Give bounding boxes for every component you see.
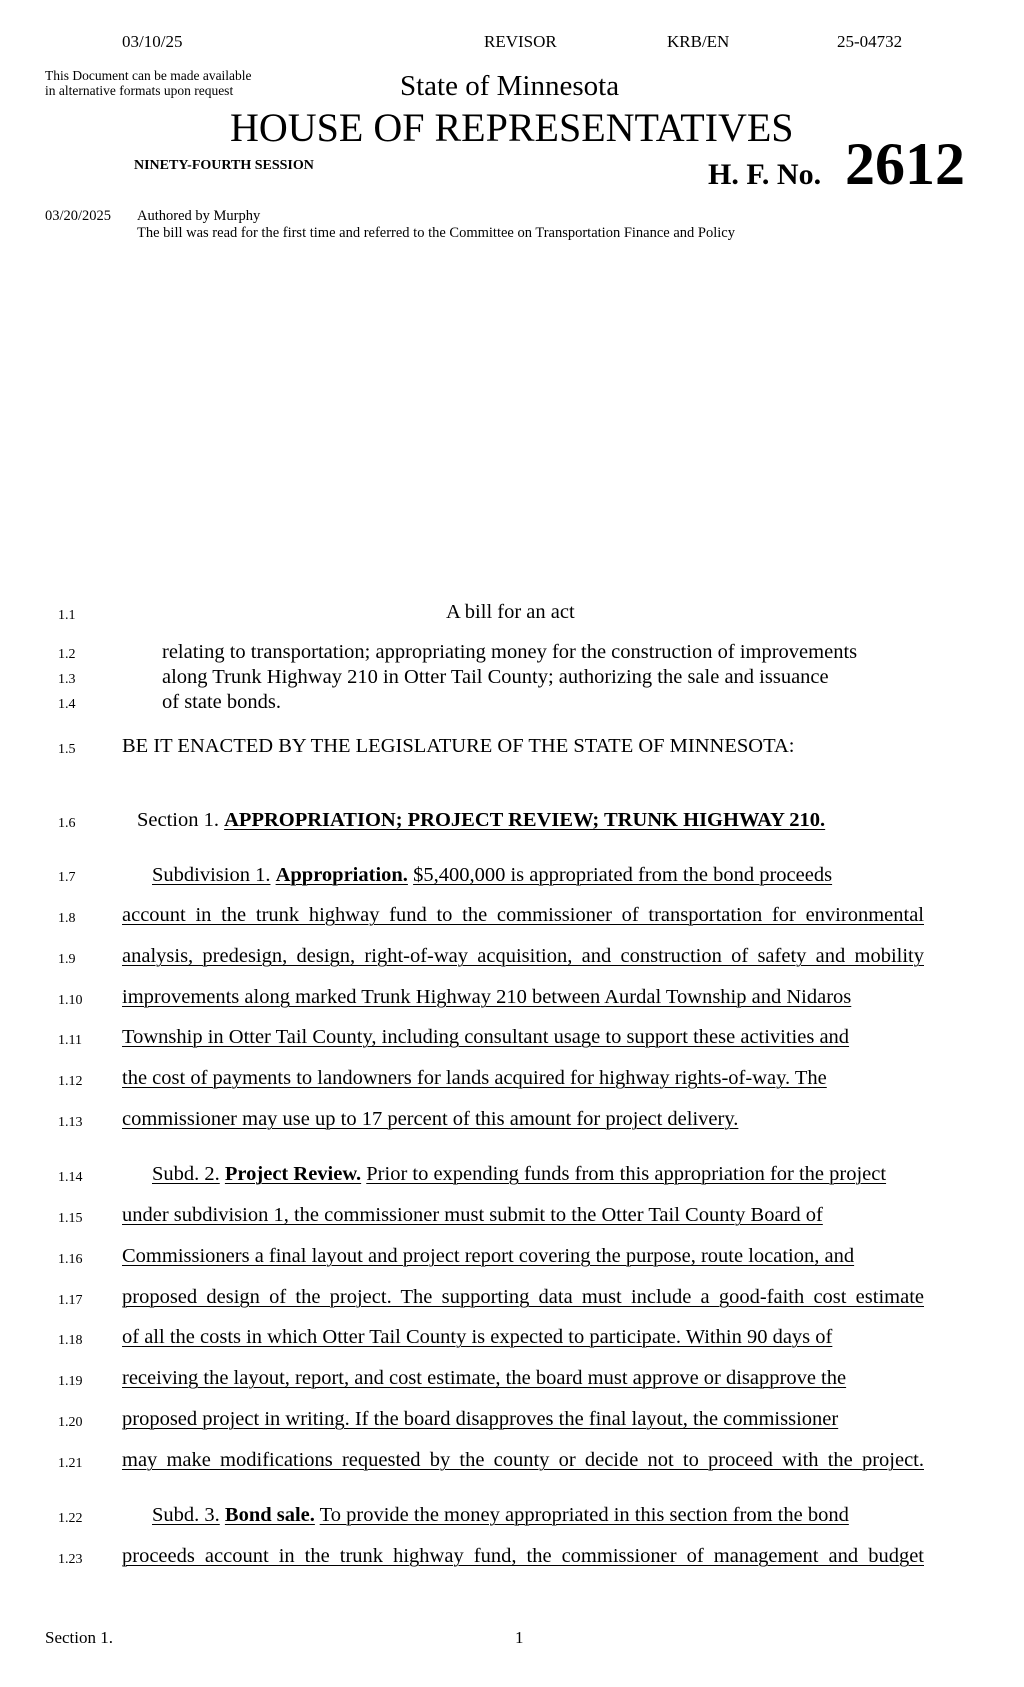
chamber-title: HOUSE OF REPRESENTATIVES: [230, 105, 794, 150]
header-office: REVISOR: [484, 32, 557, 51]
line-number: 1.20: [58, 1415, 83, 1430]
line-number: 1.16: [58, 1252, 83, 1267]
line-number: 1.23: [58, 1552, 83, 1567]
section-title: APPROPRIATION; PROJECT REVIEW; TRUNK HIGHWAY 210.: [224, 809, 826, 831]
subdivision-heading: Bond sale.: [224, 1504, 315, 1526]
header-date: 03/10/25: [122, 32, 183, 51]
body-line: commissioner may use up to 17 percent of this amount for project delivery.: [122, 1108, 739, 1130]
header-doc-number: 25-04732: [837, 32, 903, 51]
body-line: proceeds account in the trunk highway fund, the commissioner of management and budget: [122, 1545, 924, 1567]
header-initials: KRB/EN: [667, 32, 730, 51]
subdivision-heading: Project Review.: [224, 1163, 362, 1185]
line-number: 1.12: [58, 1074, 83, 1089]
body-line: may make modifications requested by the county or decide not to proceed with the project.: [122, 1449, 924, 1471]
body-line: analysis, predesign, design, right-of-way acquisition, and construction of safety and mobility: [122, 945, 924, 967]
notice-line-2: in alternative formats upon request: [45, 83, 234, 98]
line-number: 1.14: [58, 1170, 83, 1185]
hf-number: 2612: [845, 131, 965, 197]
line-number: 1.8: [58, 911, 76, 926]
line-number: 1.17: [58, 1293, 83, 1308]
body-line: the cost of payments to landowners for lands acquired for highway rights-of-way. The: [122, 1067, 827, 1089]
session-label: NINETY-FOURTH SESSION: [134, 158, 314, 173]
body-line: proposed design of the project. The supporting data must include a good-faith cost estimate: [122, 1286, 924, 1308]
footer-section: Section 1.: [45, 1628, 113, 1647]
subdivision-2-first-line: [152, 1163, 886, 1186]
section-prefix: Section 1.: [137, 809, 219, 831]
subdivision-1-first-line: [152, 864, 832, 887]
history-date: 03/20/2025: [45, 208, 112, 224]
section-heading: [137, 809, 825, 832]
subdivision-3-first-line: [152, 1504, 849, 1527]
subdivision-label: Subd. 2.: [152, 1163, 220, 1185]
line-number: 1.22: [58, 1511, 83, 1526]
body-line: proposed project in writing. If the board disapproves the final layout, the commissioner: [122, 1408, 839, 1430]
line-number: 1.11: [58, 1033, 82, 1048]
body-line: Township in Otter Tail County, including consultant usage to support these activities and: [122, 1026, 850, 1048]
state-title: State of Minnesota: [400, 70, 620, 102]
line-number: 1.21: [58, 1456, 83, 1471]
body-line: account in the trunk highway fund to the commissioner of transportation for environmental: [122, 904, 924, 926]
history-action: The bill was read for the first time and referred to the Committee on Transportation Finance and Policy: [137, 225, 735, 241]
body-line: Commissioners a final layout and project report covering the purpose, route location, and: [122, 1245, 855, 1267]
footer-page-number: 1: [515, 1628, 524, 1647]
line-number: 1.9: [58, 952, 76, 967]
line-number: 1.6: [58, 816, 76, 831]
enacting-clause: BE IT ENACTED BY THE LEGISLATURE OF THE STATE OF MINNESOTA:: [122, 735, 795, 757]
subdivision-label: Subdivision 1.: [152, 864, 271, 886]
title-line: of state bonds.: [162, 691, 281, 713]
body-line: under subdivision 1, the commissioner must submit to the Otter Tail County Board of: [122, 1204, 823, 1226]
body-line: receiving the layout, report, and cost estimate, the board must approve or disapprove the: [122, 1367, 847, 1389]
bill-title: A bill for an act: [446, 601, 575, 623]
history-author: Authored by Murphy: [137, 208, 261, 224]
line-number: 1.19: [58, 1374, 83, 1389]
body-line: improvements along marked Trunk Highway 210 between Aurdal Township and Nidaros: [122, 986, 852, 1008]
line-number: 1.1: [58, 608, 76, 623]
subdivision-label: Subd. 3.: [152, 1504, 220, 1526]
line-number: 1.13: [58, 1115, 83, 1130]
title-line: along Trunk Highway 210 in Otter Tail County; authorizing the sale and issuance: [162, 666, 829, 688]
notice-line-1: This Document can be made available: [45, 68, 252, 83]
alt-format-notice: [45, 68, 252, 98]
subdivision-heading: Appropriation.: [275, 864, 408, 886]
line-number: 1.2: [58, 647, 76, 662]
title-line: relating to transportation; appropriating money for the construction of improvements: [162, 641, 858, 663]
hf-label: H. F. No.: [708, 158, 822, 191]
line-number: 1.3: [58, 672, 76, 687]
body-line: of all the costs in which Otter Tail County is expected to participate. Within 90 days of: [122, 1326, 833, 1348]
body-text: Prior to expending funds from this appropriation for the project: [366, 1163, 887, 1185]
body-text: $5,400,000 is appropriated from the bond proceeds: [413, 864, 833, 886]
line-number: 1.4: [58, 697, 76, 712]
body-text: To provide the money appropriated in this section from the bond: [319, 1504, 849, 1526]
line-number: 1.5: [58, 742, 76, 757]
line-number: 1.10: [58, 993, 83, 1008]
line-number: 1.18: [58, 1333, 83, 1348]
line-number: 1.15: [58, 1211, 83, 1226]
line-number: 1.7: [58, 870, 76, 885]
